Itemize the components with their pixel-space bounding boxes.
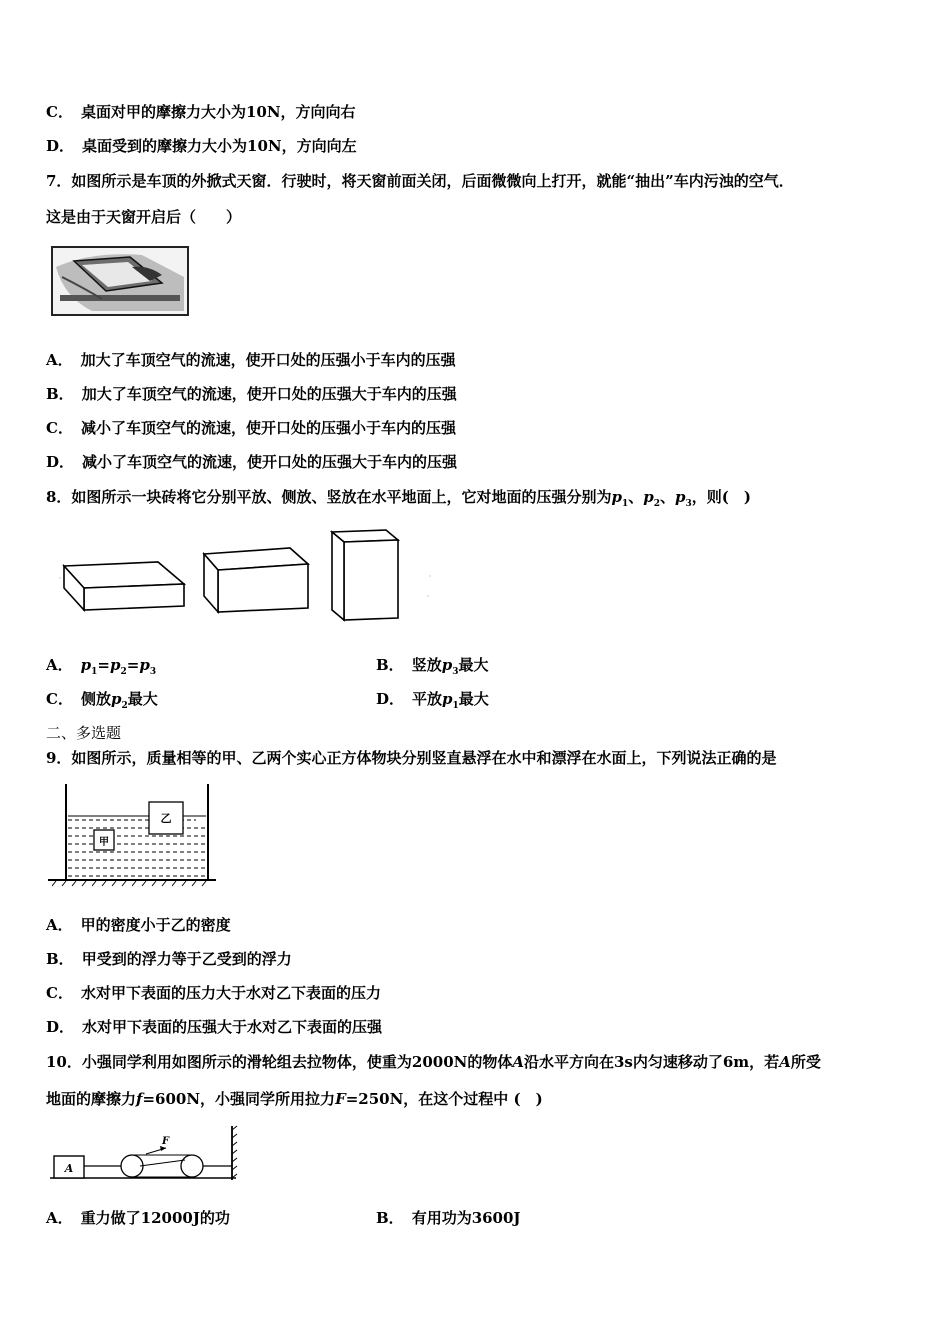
q10-stem-line2: 地面的摩擦力f=600N，小强同学所用拉力F=250N，在这个过程中 ( ): [46, 1090, 543, 1108]
q9-option-c: C． 水对甲下表面的压力大于水对乙下表面的压力: [46, 984, 381, 1002]
pulley-figure: [50, 1124, 240, 1184]
water-tank-figure: [48, 784, 218, 888]
q7-option-d: D． 减小了车顶空气的流速，使开口处的压强大于车内的压强: [46, 453, 458, 471]
q7-option-c: C． 减小了车顶空气的流速，使开口处的压强小于车内的压强: [46, 419, 456, 437]
q9-option-b: B． 甲受到的浮力等于乙受到的浮力: [46, 950, 292, 968]
block-jia-label: 甲: [99, 837, 109, 848]
q7-stem-line1: 7．如图所示是车顶的外掀式天窗．行驶时，将天窗前面关闭，后面微微向上打开，就能“抽出”车内污浊的空气．: [46, 172, 794, 190]
sunroof-photo: [52, 247, 188, 315]
pulley-moving: [121, 1155, 143, 1177]
q10-stem-line1: 10．小强同学利用如图所示的滑轮组去拉物体，使重为2000N的物体A沿水平方向在3s内匀速移动了6m，若A所受: [46, 1053, 821, 1071]
q7-option-b: B． 加大了车顶空气的流速，使开口处的压强大于车内的压强: [46, 385, 457, 403]
q8-stem: 8．如图所示一块砖将它分别平放、侧放、竖放在水平地面上，它对地面的压强分别为$p_1$、$p_2$、$p_3$，则( ): [46, 488, 751, 509]
section-title-multi-choice: 二、多选题: [46, 724, 122, 742]
q6-option-d: D． 桌面受到的摩擦力大小为10N，方向向左: [46, 137, 357, 155]
q9-stem: 9．如图所示，质量相等的甲、乙两个实心正方体物块分别竖直悬浮在水中和漂浮在水面上，下列说法正确的是: [46, 749, 777, 767]
q8-option-a: A． $p_1=p_2=p_3$: [46, 656, 157, 677]
q10-option-a: A． 重力做了12000J的功: [46, 1209, 230, 1227]
q8-option-b: B． 竖放$p_3$最大: [376, 656, 489, 677]
q6-option-c: C． 桌面对甲的摩擦力大小为10N，方向向右: [46, 103, 356, 121]
q8-option-d: D． 平放$p_1$最大: [376, 690, 489, 711]
pulley-fixed: [181, 1155, 203, 1177]
q9-option-d: D． 水对甲下表面的压强大于水对乙下表面的压强: [46, 1018, 383, 1036]
q9-option-a: A． 甲的密度小于乙的密度: [46, 916, 231, 934]
q10-option-b: B． 有用功为3600J: [376, 1209, 521, 1227]
brick-figure: [58, 526, 438, 626]
q8-option-c: C． 侧放$p_2$最大: [46, 690, 158, 711]
q7-option-a: A． 加大了车顶空气的流速，使开口处的压强小于车内的压强: [46, 351, 456, 369]
object-a-label: A: [64, 1162, 74, 1175]
block-yi-label: 乙: [160, 812, 172, 825]
q7-stem-line2: 这是由于天窗开启后（ ）: [46, 208, 242, 226]
force-f-label: F: [162, 1136, 170, 1147]
